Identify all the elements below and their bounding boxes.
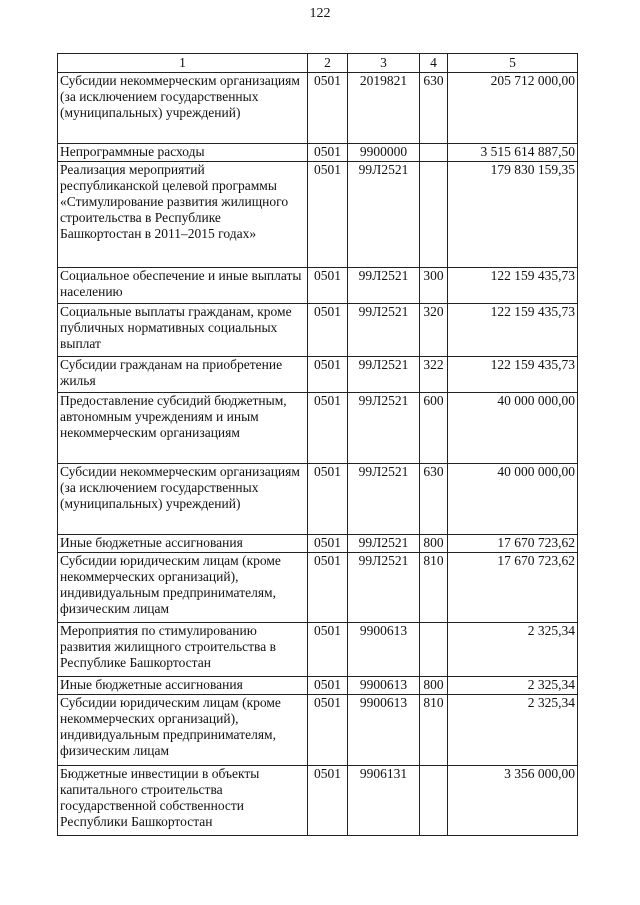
table-header-row <box>58 54 578 73</box>
row-section-cell: 0501 <box>308 73 348 144</box>
row-amount-cell: 2 325,34 <box>448 695 578 766</box>
row-target-cell: 99Л2521 <box>348 268 420 304</box>
table-row <box>58 766 578 836</box>
budget-table <box>57 53 578 836</box>
row-name-cell: Субсидии юридическим лицам (кроме некоммерческих организаций), индивидуальным предпринимателям, физическим лицам <box>58 553 308 623</box>
page-number: 122 <box>309 6 331 21</box>
row-name-cell: Социальные выплаты гражданам, кроме публичных нормативных социальных выплат <box>58 304 308 357</box>
row-target-cell: 9900000 <box>348 144 420 162</box>
row-name-cell: Субсидии некоммерческим организациям (за исключением государственных (муниципальных) учреждений) <box>58 464 308 535</box>
row-amount-cell: 17 670 723,62 <box>448 535 578 553</box>
row-type-cell <box>420 766 448 836</box>
row-type-cell: 810 <box>420 695 448 766</box>
row-type-cell: 300 <box>420 268 448 304</box>
row-type-cell: 800 <box>420 535 448 553</box>
row-section-cell: 0501 <box>308 144 348 162</box>
row-amount-cell: 3 356 000,00 <box>448 766 578 836</box>
row-name-cell: Бюджетные инвестиции в объекты капитального строительства государственной собственности Республики Башкортостан <box>58 766 308 836</box>
row-type-cell: 810 <box>420 553 448 623</box>
row-name-cell: Иные бюджетные ассигнования <box>58 677 308 695</box>
row-name-cell: Предоставление субсидий бюджетным, автономным учреждениям и иным некоммерческим организациям <box>58 393 308 464</box>
row-type-cell: 800 <box>420 677 448 695</box>
row-amount-cell: 122 159 435,73 <box>448 304 578 357</box>
row-target-cell: 99Л2521 <box>348 535 420 553</box>
column-header: 2 <box>308 54 348 73</box>
row-section-cell: 0501 <box>308 695 348 766</box>
row-section-cell: 0501 <box>308 535 348 553</box>
row-target-cell: 99Л2521 <box>348 393 420 464</box>
row-amount-cell: 3 515 614 887,50 <box>448 144 578 162</box>
table-row <box>58 695 578 766</box>
row-section-cell: 0501 <box>308 553 348 623</box>
row-section-cell: 0501 <box>308 623 348 677</box>
table-row <box>58 268 578 304</box>
row-type-cell <box>420 144 448 162</box>
table-row <box>58 393 578 464</box>
row-target-cell: 9900613 <box>348 695 420 766</box>
row-type-cell <box>420 623 448 677</box>
row-name-cell: Непрограммные расходы <box>58 144 308 162</box>
row-amount-cell: 205 712 000,00 <box>448 73 578 144</box>
row-section-cell: 0501 <box>308 393 348 464</box>
row-section-cell: 0501 <box>308 464 348 535</box>
row-name-cell: Субсидии гражданам на приобретение жилья <box>58 357 308 393</box>
row-section-cell: 0501 <box>308 677 348 695</box>
row-section-cell: 0501 <box>308 268 348 304</box>
table-row <box>58 553 578 623</box>
row-name-cell: Социальное обеспечение и иные выплаты населению <box>58 268 308 304</box>
row-target-cell: 99Л2521 <box>348 553 420 623</box>
column-header: 1 <box>58 54 308 73</box>
row-name-cell: Субсидии некоммерческим организациям (за исключением государственных (муниципальных) учреждений) <box>58 73 308 144</box>
table-row <box>58 623 578 677</box>
table-row <box>58 464 578 535</box>
row-target-cell: 9906131 <box>348 766 420 836</box>
row-type-cell: 630 <box>420 464 448 535</box>
row-target-cell: 99Л2521 <box>348 162 420 268</box>
row-section-cell: 0501 <box>308 766 348 836</box>
row-type-cell: 600 <box>420 393 448 464</box>
row-target-cell: 9900613 <box>348 623 420 677</box>
row-section-cell: 0501 <box>308 357 348 393</box>
row-type-cell: 322 <box>420 357 448 393</box>
row-amount-cell: 122 159 435,73 <box>448 357 578 393</box>
row-section-cell: 0501 <box>308 304 348 357</box>
table-row <box>58 357 578 393</box>
row-target-cell: 2019821 <box>348 73 420 144</box>
row-type-cell: 630 <box>420 73 448 144</box>
row-amount-cell: 17 670 723,62 <box>448 553 578 623</box>
column-header: 4 <box>420 54 448 73</box>
table-row <box>58 162 578 268</box>
row-amount-cell: 179 830 159,35 <box>448 162 578 268</box>
row-name-cell: Субсидии юридическим лицам (кроме некоммерческих организаций), индивидуальным предпринимателям, физическим лицам <box>58 695 308 766</box>
row-name-cell: Мероприятия по стимулированию развития жилищного строительства в Республике Башкортостан <box>58 623 308 677</box>
table-row <box>58 677 578 695</box>
row-section-cell: 0501 <box>308 162 348 268</box>
row-amount-cell: 122 159 435,73 <box>448 268 578 304</box>
table-row <box>58 535 578 553</box>
row-amount-cell: 2 325,34 <box>448 677 578 695</box>
row-type-cell: 320 <box>420 304 448 357</box>
row-target-cell: 9900613 <box>348 677 420 695</box>
column-header: 3 <box>348 54 420 73</box>
table-body <box>58 73 578 836</box>
row-amount-cell: 40 000 000,00 <box>448 393 578 464</box>
row-amount-cell: 40 000 000,00 <box>448 464 578 535</box>
table-row <box>58 304 578 357</box>
row-target-cell: 99Л2521 <box>348 304 420 357</box>
row-target-cell: 99Л2521 <box>348 464 420 535</box>
row-name-cell: Иные бюджетные ассигнования <box>58 535 308 553</box>
row-amount-cell: 2 325,34 <box>448 623 578 677</box>
row-type-cell <box>420 162 448 268</box>
table-row <box>58 144 578 162</box>
row-name-cell: Реализация мероприятий республиканской целевой программы «Стимулирование развития жилищного строительства в Республике Башкортостан в 2011–2015 годах» <box>58 162 308 268</box>
table-row <box>58 73 578 144</box>
row-target-cell: 99Л2521 <box>348 357 420 393</box>
column-header: 5 <box>448 54 578 73</box>
